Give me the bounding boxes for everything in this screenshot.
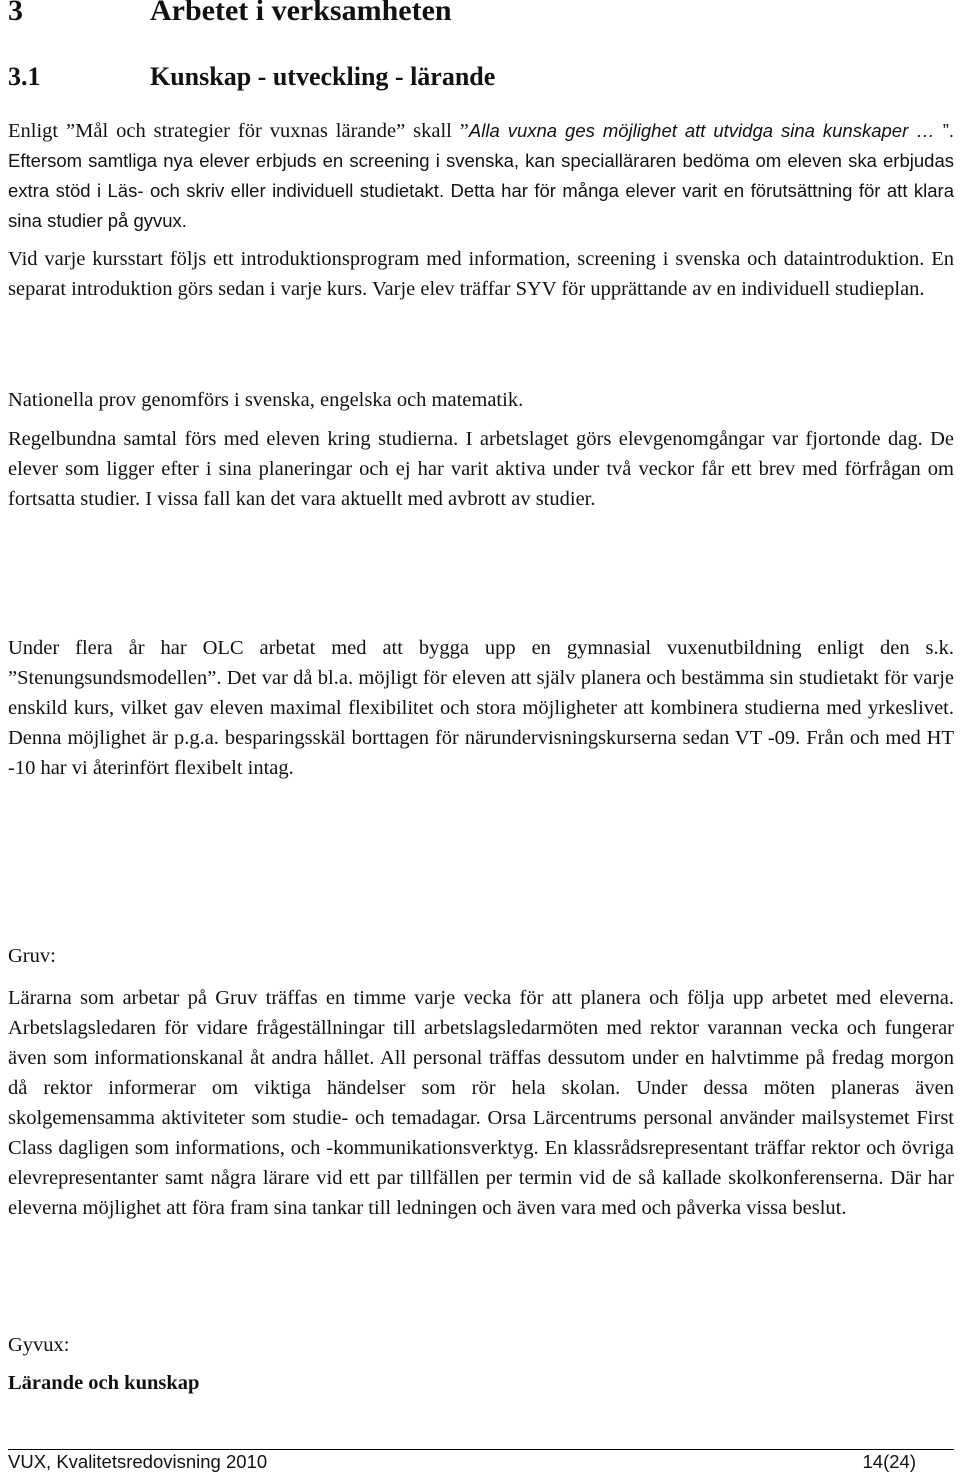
paragraph-intro-body: ”. Eftersom samtliga nya elever erbjuds en screening i svenska, kan specialläraren bedöma om eleven ska erbjudas extra stöd i Läs- och skriv eller individuell studietakt. Detta har för många elever varit en förutsättning för att klara sina studier på gyvux. xyxy=(8,120,954,231)
footer-divider xyxy=(8,1449,954,1450)
paragraph-intro-lead: Enligt ”Mål och strategier för vuxnas lärande” skall ” xyxy=(8,120,469,142)
paragraph-regular-talks: Regelbundna samtal förs med eleven kring studierna. I arbetslaget görs elevgenomgångar var fjortonde dag. De elever som ligger efter i sina planeringar och ej har varit aktiva under två veckor får ett brev med förfrågan om fortsatta studier. I vissa fall kan det vara aktuellt med avbrott av studier. xyxy=(8,428,954,510)
footer-title: VUX, Kvalitetsredovisning 2010 xyxy=(8,1451,268,1472)
subheading-learning: Lärande och kunskap xyxy=(8,1372,200,1394)
paragraph-intro-quote: Alla vuxna ges möjlighet att utvidga sina kunskaper … xyxy=(468,120,943,141)
chapter-title: Arbetet i verksamheten xyxy=(150,0,452,27)
paragraph-gruv: Lärarna som arbetar på Gruv träffas en timme varje vecka för att planera och följa upp arbetet med eleverna. Arbetslagsledaren för vidare frågeställningar till arbetslagsledarmöten med rektor varannan vecka och fungerar även som informationskanal åt andra hållet. All personal träffas dessutom under en halvtimme på fredag morgon då rektor informerar om viktiga händelser som rör hela skolan. Under dessa möten planeras även skolgemensamma aktiviteter som studie- och temadagar. Orsa Lärcentrums personal använder mailsystemet First Class dagligen som informations, och -kommunikationsverktyg. En klassrådsrepresentant träffar rektor och övriga elevrepresentanter samt några lärare vid ett par tillfällen per termin vid de så kallade skolkonferenserna. Där har eleverna möjlighet att föra fram sina tankar till ledningen och även vara med och påverka vissa beslut. xyxy=(8,987,954,1219)
paragraph-introduction-program: Vid varje kursstart följs ett introduktionsprogram med information, screening i svenska och dataintroduktion. En separat introduktion görs sedan i varje kurs. Varje elev träffar SYV för upprättande av en individuell studieplan. xyxy=(8,248,954,300)
section-title: Kunskap - utveckling - lärande xyxy=(150,62,496,91)
gyvux-label: Gyvux: xyxy=(8,1334,70,1356)
paragraph-national-tests: Nationella prov genomförs i svenska, engelska och matematik. xyxy=(8,389,524,411)
chapter-number: 3 xyxy=(8,0,23,27)
paragraph-stenungsund-model: Under flera år har OLC arbetat med att bygga upp en gymnasial vuxenutbildning enligt den s.k. ”Stenungsundsmodellen”. Det var då bl.a. möjligt för eleven att själv planera och bestämma sin studietakt för varje enskild kurs, vilket gav eleven maximal flexibilitet och stora möjligheter att kombinera studierna med yrkeslivet. Denna möjlighet är p.g.a. besparingsskäl borttagen för närundervisningskurserna sedan VT -09. Från och med HT -10 har vi återinfört flexibelt intag. xyxy=(8,637,954,779)
section-number: 3.1 xyxy=(8,62,41,91)
page-number: 14(24) xyxy=(862,1451,916,1472)
section-heading xyxy=(8,62,495,92)
chapter-heading xyxy=(8,0,452,28)
paragraph-intro xyxy=(8,116,954,236)
gruv-label: Gruv: xyxy=(8,945,56,967)
